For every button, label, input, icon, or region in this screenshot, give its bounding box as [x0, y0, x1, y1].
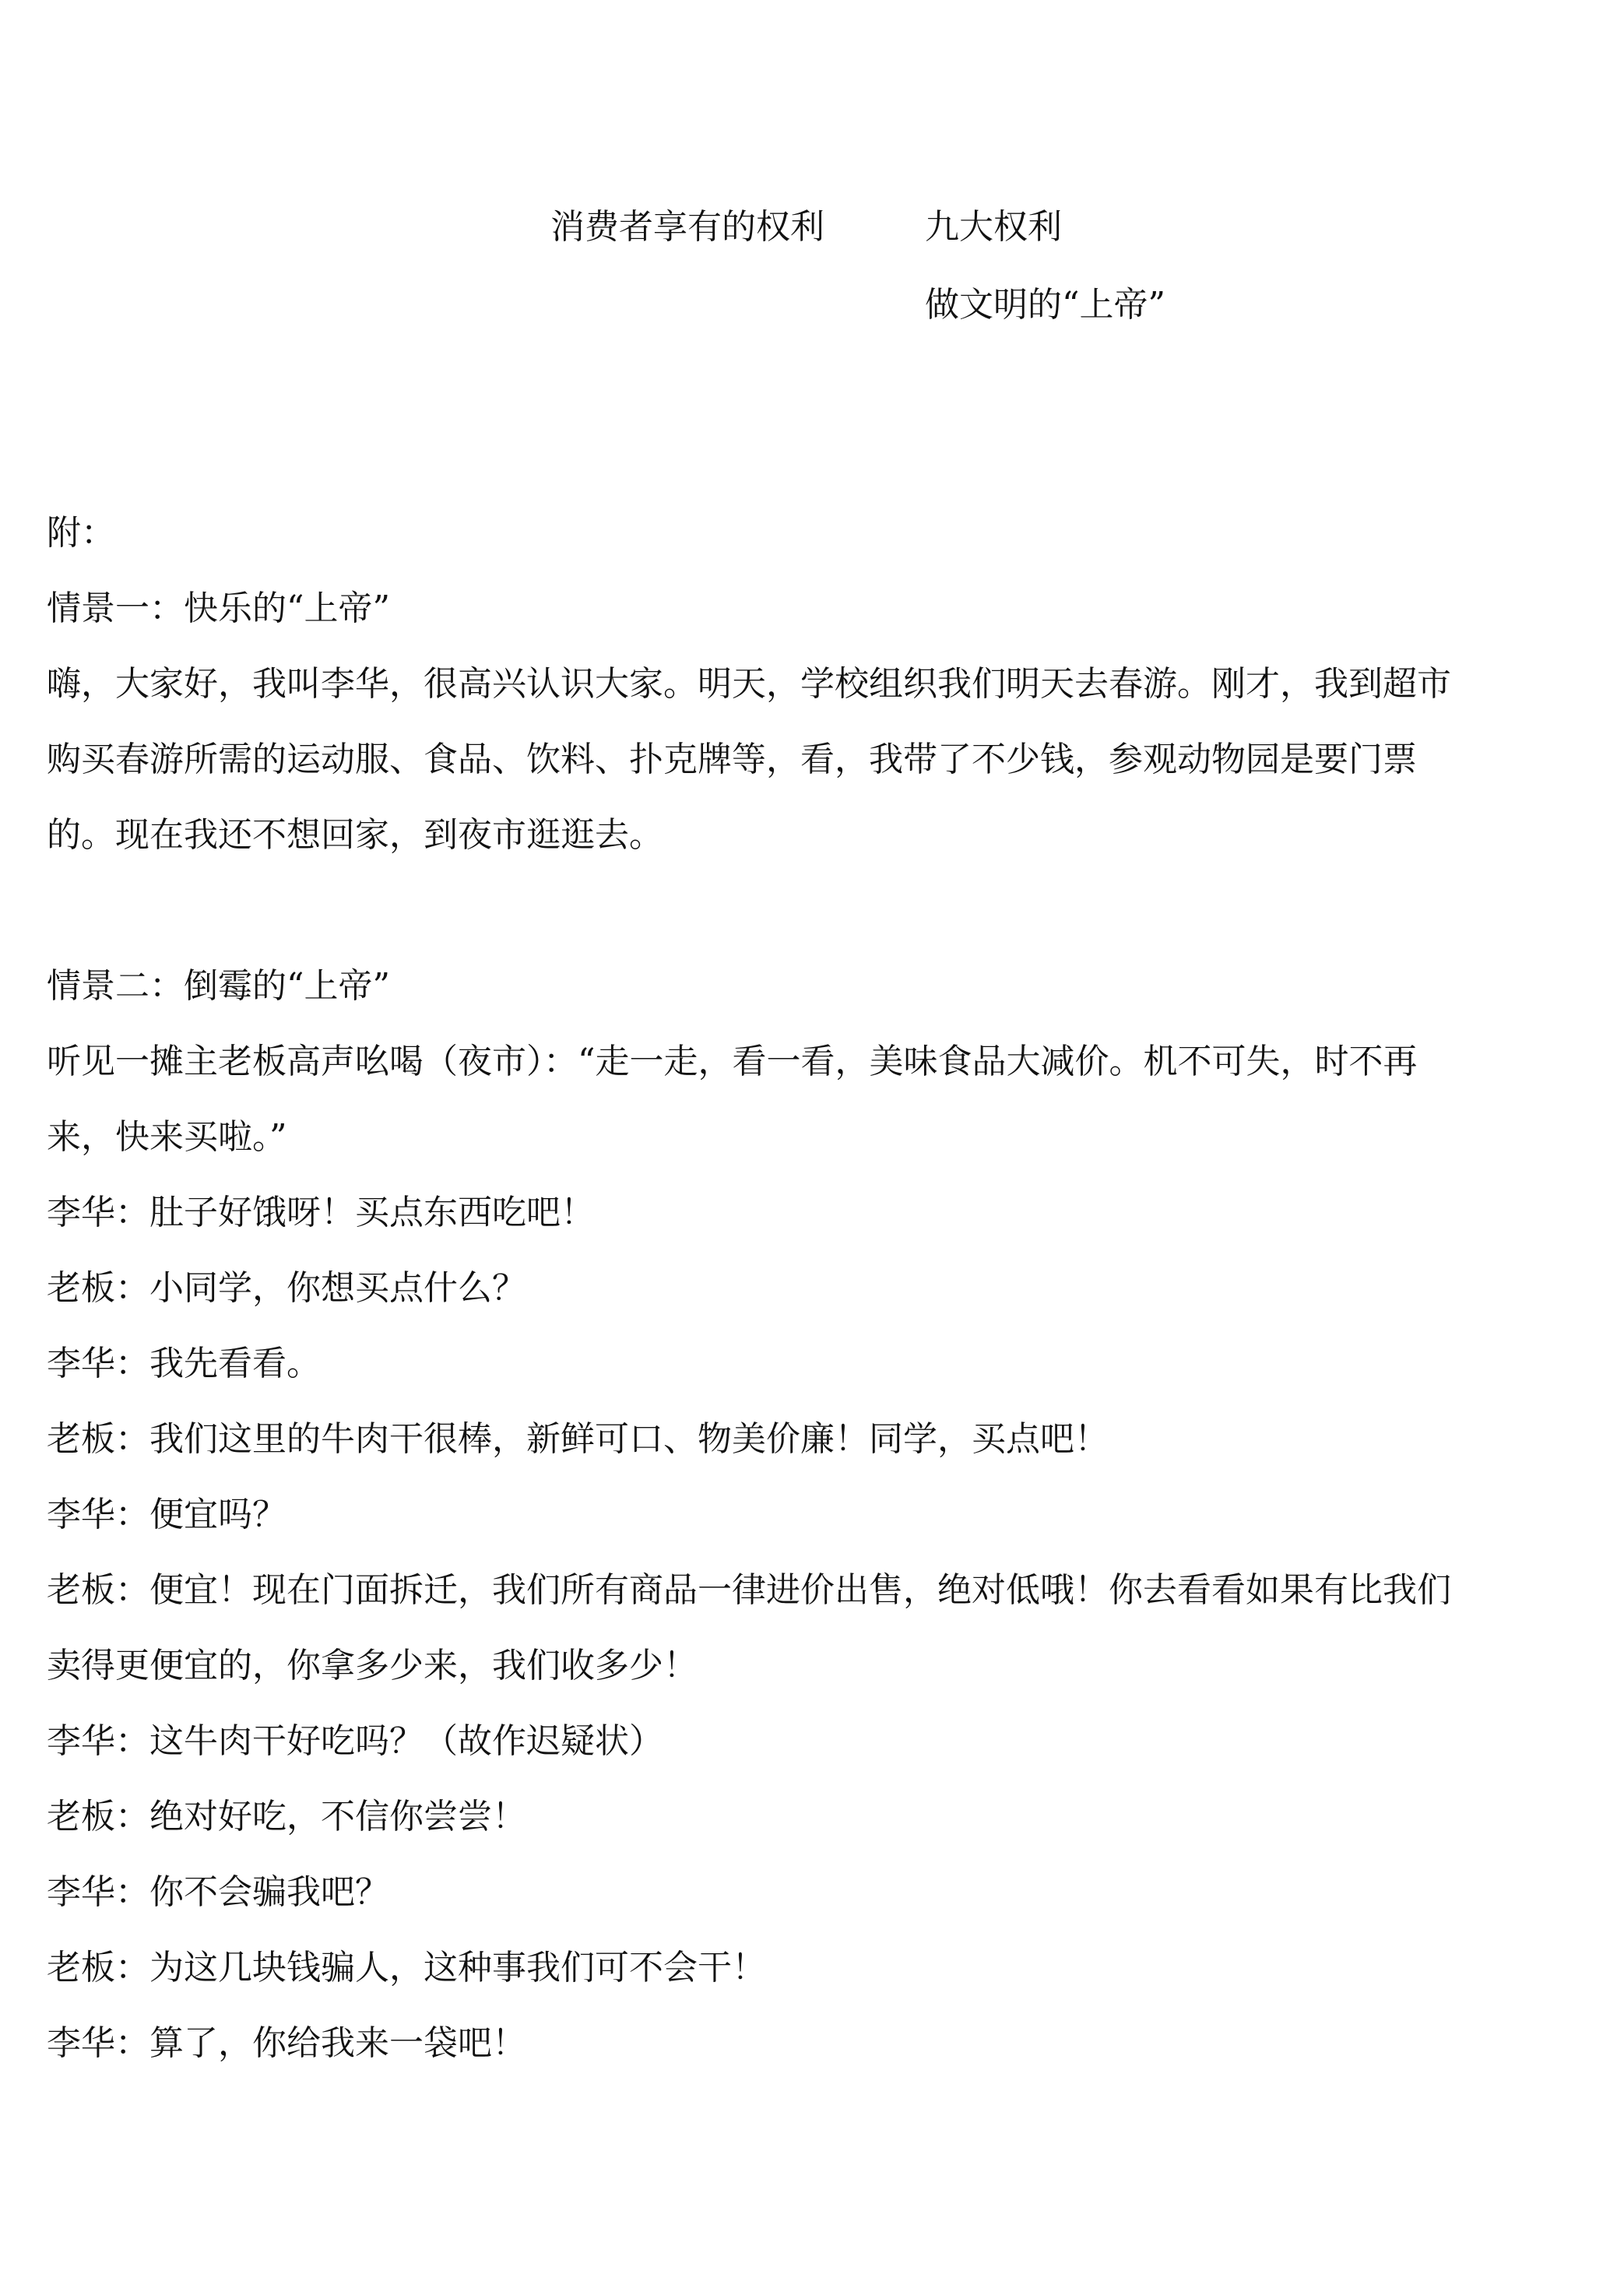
- scene2-heading: 情景二：倒霉的“上帝”: [47, 966, 390, 1006]
- dialogue-line: 老板：绝对好吃，不信你尝尝！: [47, 1797, 526, 1836]
- paragraph-line: 听见一摊主老板高声吆喝（夜市）：“走一走，看一看，美味食品大减价。机不可失，时不再: [47, 1042, 1418, 1081]
- paragraph-line: 来，快来买啦。”: [47, 1117, 287, 1157]
- section-gap: [47, 873, 1577, 948]
- header-item-rights: 九大权利: [925, 207, 1062, 247]
- dialogue-line: 李华：肚子好饿呀！买点东西吃吧！: [47, 1193, 595, 1232]
- page-title: 消费者享有的权利: [550, 207, 824, 247]
- dialogue-line: 李华：这牛肉干好吃吗？（故作迟疑状）: [47, 1721, 663, 1761]
- paragraph-line: 嗨，大家好，我叫李华，很高兴认识大家。明天，学校组织我们明天去春游。刚才，我到超市: [47, 664, 1451, 704]
- dialogue-line: 李华：便宜吗？: [47, 1495, 286, 1534]
- dialogue-line: 李华：你不会骗我吧？: [47, 1872, 389, 1912]
- paragraph-line: 的。现在我还不想回家，到夜市逛逛去。: [47, 815, 663, 855]
- dialogue-line: 卖得更便宜的，你拿多少来，我们收多少！: [47, 1646, 698, 1685]
- dialogue-line: 李华：我先看看。: [47, 1344, 321, 1383]
- appendix-label: 附：: [47, 513, 115, 553]
- scene1-heading: 情景一：快乐的“上帝”: [47, 589, 390, 628]
- header-item-civilized: 做文明的“上帝”: [925, 285, 1165, 325]
- paragraph-line: 购买春游所需的运动服、食品、饮料、扑克牌等，看，我带了不少钱，参观动物园是要门票: [47, 740, 1417, 779]
- document-body: [47, 495, 1577, 2081]
- dialogue-line: 老板：便宜！现在门面拆迁，我们所有商品一律进价出售，绝对低哦！你去看看如果有比我们: [47, 1570, 1451, 1610]
- dialogue-line: 李华：算了，你给我来一袋吧！: [47, 2023, 526, 2063]
- dialogue-line: 老板：小同学，你想买点什么？: [47, 1268, 526, 1308]
- dialogue-line: 老板：为这几块钱骗人，这种事我们可不会干！: [47, 1948, 766, 1987]
- dialogue-line: 老板：我们这里的牛肉干很棒，新鲜可口、物美价廉！同学，买点吧！: [47, 1419, 1109, 1459]
